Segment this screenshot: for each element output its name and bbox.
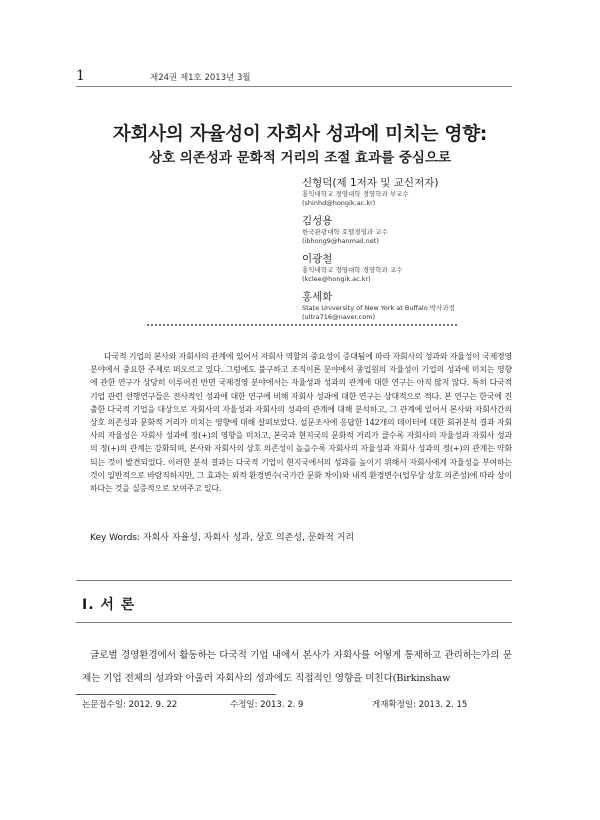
section-rule-bottom [76, 622, 512, 623]
author-email: (kclee@hongik.ac.kr) [302, 275, 371, 283]
author-affiliation: 한국관광대학 호텔경영과 교수 [302, 228, 388, 236]
dotted-divider [146, 324, 458, 326]
keywords-label: Key Words: [90, 533, 141, 543]
author-affiliation: 홍익대학교 경영대학 경영학과 부교수 [302, 190, 409, 198]
author-entry [302, 290, 522, 322]
author-email: (shinhd@hongik.ac.kr) [302, 199, 376, 207]
page-number: 1 [76, 68, 85, 84]
section-heading: Ⅰ. 서 론 [82, 597, 136, 613]
section-rule-top [76, 580, 512, 581]
abstract-text: 다국적 기업의 본사와 자회사의 관계에 있어서 자회사 역할의 중요성이 증대됨에 따라 자회사의 성과와 자율성이 국제경영 분야에서 중요한 주제로 떠오르고 있다. 그럼에도 불구하고 조직이론 분야에서 종업원의 자율성이 기업의 성과에 미치는 영향에 관한 연구가 상당히 이루어진 반면 국제경영 분야에서는 자율성과 성과의 관계에 대한 연구는 아직 많지 않다. 특히 다국적 기업 관련 선행연구들은 전사적인 성과에 대한 연구에 비해 자회사 성과에 대한 연구는 상대적으로 적다. 본 연구는 한국에 진출한 다국적 기업을 대상으로 자회사의 자율성과 자회사의 성과의 관계에 대해 분석하고, 그 관계에 있어서 본사와 자회사간의 상호 의존성과 문화적 거리가 미치는 영향에 대해 살펴보았다. 설문조사에 응답한 142개의 데이터에 대한 회귀분석 결과 자회사의 자율성은 자회사 성과에 정(+)의 영향을 미치고, 본국과 현지국의 문화적 거리가 클수록 자회사의 자율성과 자회사 성과의 정(+)의 관계는 강화되며, 본사와 자회사의 상호 의존성이 높을수록 자회사의 자율성과 자회사 성과의 정(+)의 관계는 약화되는 것이 발견되었다. 이러한 분석 결과는 다국적 기업이 현지국에서의 성과를 높이기 위해서 자회사에게 자율성을 부여하는 것이 일반적으로 바람직하지만, 그 효과는 외적 환경변수(국가간 문화 차이)와 내적 환경변수(업무상 상호 의존성)에 따라 상이하다는 것을 실증적으로 보여주고 있다. [90, 352, 512, 494]
received-date: 논문접수일: 2012. 9. 22 [82, 700, 178, 710]
keywords [90, 530, 354, 543]
author-name: 신형덕(제 1저자 및 교신저자) [302, 177, 439, 189]
author-entry [302, 176, 522, 208]
author-name: 김성용 [302, 215, 333, 227]
author-entry [302, 214, 522, 246]
running-head: 제24권 제1호 2013년 3월 [150, 73, 251, 83]
author-affiliation: State University of New York at Buffalo 박사과정 [302, 304, 455, 312]
author-name: 홍세화 [302, 291, 333, 303]
footer-dates [82, 698, 522, 710]
paper-title: 자회사의 자율성이 자회사 성과에 미치는 영향: [112, 124, 488, 145]
accepted-date: 게재확정일: 2013. 2. 15 [372, 700, 468, 710]
author-email: (ultra716@naver.com) [302, 313, 376, 321]
author-email: (ibhong9@hanmail.net) [302, 237, 379, 245]
paper-subtitle: 상호 의존성과 문화적 거리의 조절 효과를 중심으로 [148, 150, 452, 166]
header-rule [76, 86, 512, 87]
body-paragraph: 글로벌 경영환경에서 활동하는 다국적 기업 내에서 본사가 자회사를 어떻게 통제하고 관리하는가의 문제는 기업 전체의 성과와 아울러 자회사의 성과에도 직접적인 영향을 미친다(Birkinshaw [82, 650, 512, 684]
author-entry [302, 252, 522, 284]
keywords-text: 자회사 자율성, 자회사 성과, 상호 의존성, 문화적 거리 [142, 533, 355, 543]
author-block [302, 176, 522, 328]
revised-date: 수정일: 2013. 2. 9 [230, 700, 304, 710]
author-affiliation: 홍익대학교 경영대학 경영학과 교수 [302, 266, 403, 274]
footer-rule [76, 694, 276, 695]
author-name: 이광철 [302, 253, 333, 265]
